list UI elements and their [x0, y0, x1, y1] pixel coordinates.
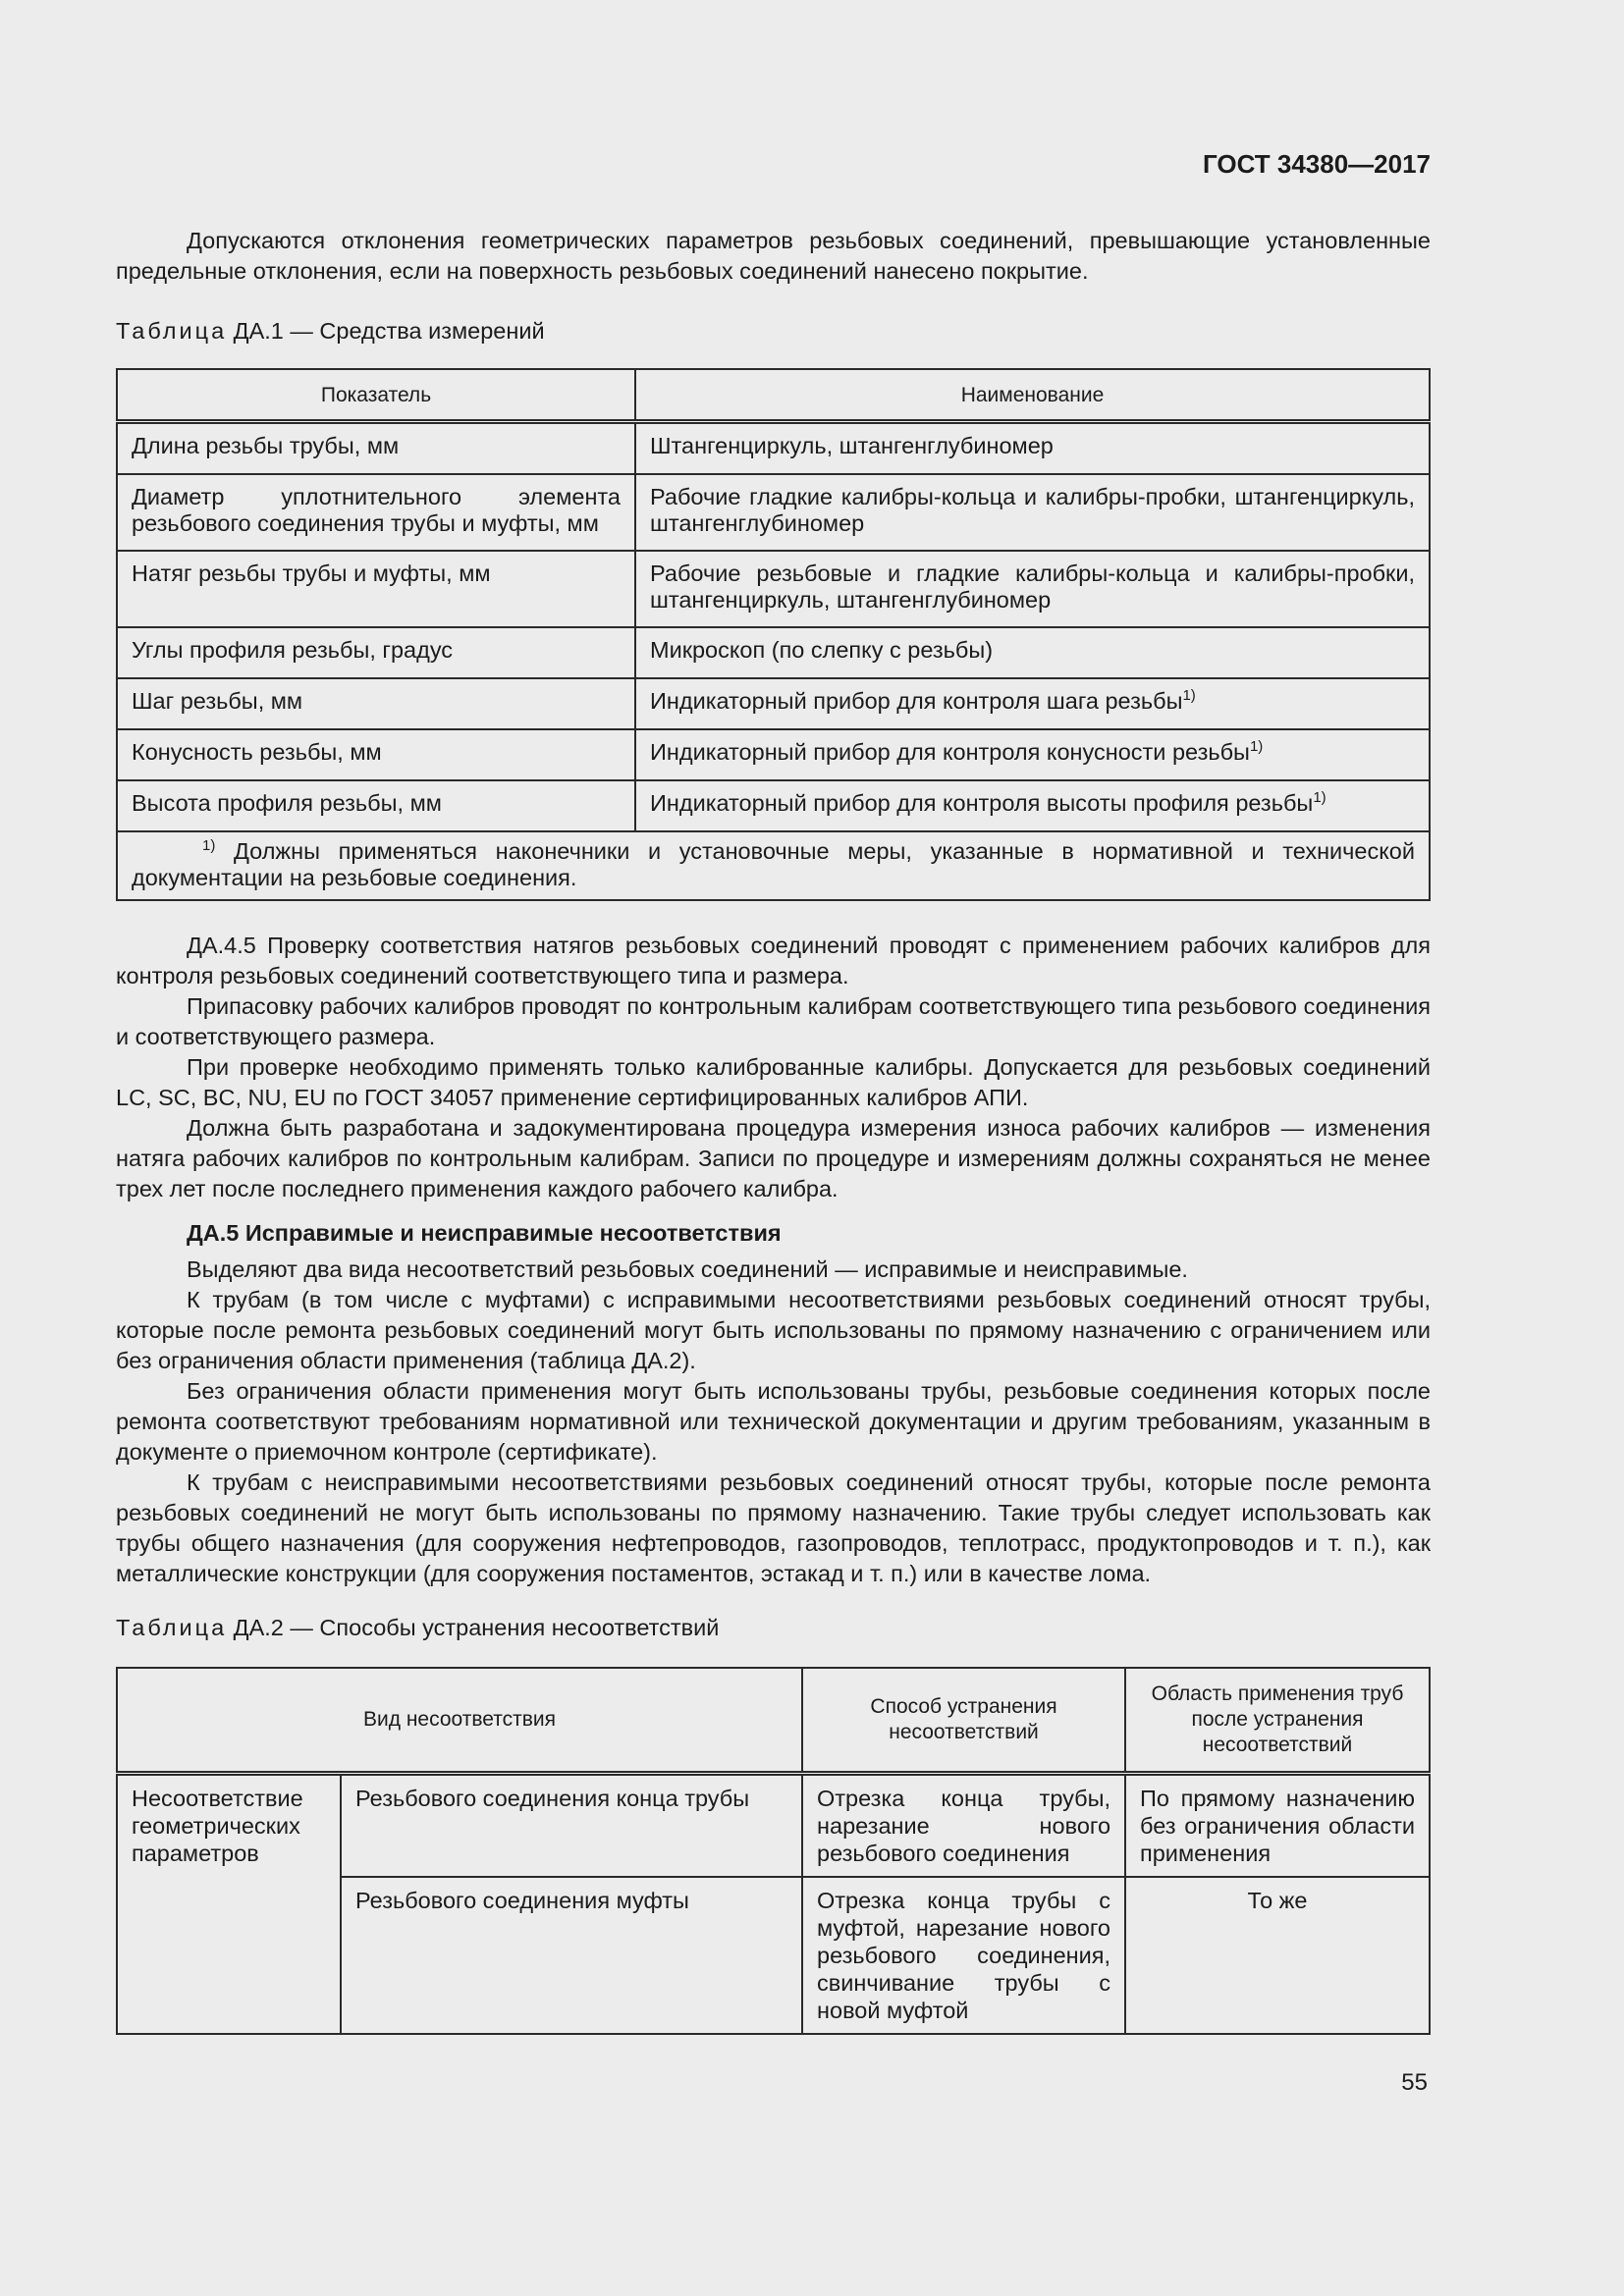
- paragraph: Без ограничения области применения могут быть использованы трубы, резьбовые соединения которых после ремонта соответствуют требованиям нормативной или технической документации и другим требованиям, указанным в документе о приемочном контроле (сертификате).: [116, 1378, 1431, 1465]
- nonconformity-table: [116, 1667, 1431, 2035]
- paragraph: Выделяют два вида несоответствий резьбовых соединений — исправимые и неисправимые.: [187, 1256, 1188, 1282]
- instrument-cell: [635, 729, 1430, 780]
- method-cell: Отрезка конца трубы, нарезание нового резьбового соединения: [802, 1774, 1125, 1878]
- indicator-cell: Натяг резьбы трубы и муфты, мм: [117, 551, 635, 627]
- table-row: [117, 474, 1430, 551]
- method-cell: Отрезка конца трубы с муфтой, нарезание нового резьбового соединения, свинчивание трубы с новой муфтой: [802, 1877, 1125, 2034]
- column-header-indicator: Показатель: [117, 369, 635, 422]
- table-header-row: [117, 369, 1430, 422]
- instrument-cell: Рабочие резьбовые и гладкие калибры-кольца и калибры-пробки, штангенциркуль, штангенглубиномер: [635, 551, 1430, 627]
- table1-caption: [116, 316, 1431, 347]
- column-header-name: Наименование: [635, 369, 1430, 422]
- nonconformity-type-cell: Резьбового соединения конца трубы: [341, 1774, 802, 1878]
- table1-caption-title: ДА.1 — Средства измерений: [227, 318, 545, 344]
- instrument-text: Индикаторный прибор для контроля высоты профиля резьбы: [650, 790, 1314, 816]
- paragraph: При проверке необходимо применять только калиброванные калибры. Допускается для резьбовых соединений LC, SC, BC, NU, EU по ГОСТ 34057 применение сертифицированных калибров АПИ.: [116, 1054, 1431, 1110]
- nonconformity-type-cell: Резьбового соединения муфты: [341, 1877, 802, 2034]
- indicator-cell: Высота профиля резьбы, мм: [117, 780, 635, 831]
- scope-cell: По прямому назначению без ограничения области применения: [1125, 1774, 1430, 1878]
- instrument-cell: Штангенциркуль, штангенглубиномер: [635, 422, 1430, 475]
- page-content: [116, 226, 1431, 2035]
- footnote-ref: 1): [1182, 687, 1196, 704]
- table-row: [117, 422, 1430, 475]
- table2-caption-prefix: Таблица: [116, 1615, 228, 1640]
- instrument-cell: Рабочие гладкие калибры-кольца и калибры-пробки, штангенциркуль, штангенглубиномер: [635, 474, 1430, 551]
- table-footnote: [117, 831, 1430, 900]
- instrument-cell: [635, 678, 1430, 729]
- section-da5: [116, 1255, 1431, 1589]
- table1-caption-prefix: Таблица: [116, 318, 228, 344]
- indicator-cell: Длина резьбы трубы, мм: [117, 422, 635, 475]
- paragraph: Должна быть разработана и задокументирована процедура измерения износа рабочих калибров — изменения натяга рабочих калибров по контрольным калибрам. Записи по процедуре и измерениям должны сохраняться не менее трех лет после последнего применения каждого рабочего калибра.: [116, 1115, 1431, 1201]
- table-row: [117, 551, 1430, 627]
- footnote-text: Должны применяться наконечники и установочные меры, указанные в нормативной и технической документации на резьбовые соединения.: [132, 838, 1415, 890]
- indicator-cell: Углы профиля резьбы, градус: [117, 627, 635, 678]
- paragraph: Припасовку рабочих калибров проводят по контрольным калибрам соответствующего типа резьбового соединения и соответствующего размера.: [116, 993, 1431, 1049]
- scope-cell: То же: [1125, 1877, 1430, 2034]
- table-row: [117, 627, 1430, 678]
- paragraph: ДА.4.5 Проверку соответствия натягов резьбовых соединений проводят с применением рабочих калибров для контроля резьбовых соединений соответствующего типа и размера.: [116, 933, 1431, 988]
- indicator-cell: Диаметр уплотнительного элемента резьбового соединения трубы и муфты, мм: [117, 474, 635, 551]
- column-header-type: Вид несоответствия: [117, 1668, 802, 1774]
- instrument-cell: Микроскоп (по слепку с резьбы): [635, 627, 1430, 678]
- footnote-ref: 1): [1313, 789, 1326, 806]
- table-header-row: [117, 1668, 1430, 1774]
- table-row: [117, 729, 1430, 780]
- table-footnote-row: [117, 831, 1430, 900]
- column-header-method: Способ устранения несоответствий: [802, 1668, 1125, 1774]
- measurement-tools-table: [116, 368, 1431, 901]
- table2-caption: [116, 1613, 1431, 1643]
- standard-designation: ГОСТ 34380—2017: [1203, 149, 1431, 179]
- footnote-ref: 1): [1249, 738, 1264, 755]
- section-heading: ДА.5 Исправимые и неисправимые несоответствия: [187, 1220, 782, 1246]
- instrument-cell: [635, 780, 1430, 831]
- nonconformity-group-cell: Несоответствие геометрических параметров: [117, 1774, 341, 2035]
- table-row: [117, 1774, 1430, 1878]
- table-row: [117, 678, 1430, 729]
- footnote-mark: 1): [202, 837, 216, 854]
- column-header-scope: Область применения труб после устранения несоответствий: [1125, 1668, 1430, 1774]
- instrument-text: Индикаторный прибор для контроля шага резьбы: [650, 688, 1183, 714]
- instrument-text: Индикаторный прибор для контроля конусности резьбы: [650, 739, 1250, 765]
- table2-caption-title: ДА.2 — Способы устранения несоответствий: [227, 1615, 720, 1640]
- intro-paragraph: Допускаются отклонения геометрических параметров резьбовых соединений, превышающие установленные предельные отклонения, если на поверхность резьбовых соединений нанесено покрытие.: [116, 228, 1431, 284]
- section-da45: [116, 931, 1431, 1204]
- paragraph: К трубам (в том числе с муфтами) с исправимыми несоответствиями резьбовых соединений относят трубы, которые после ремонта резьбовых соединений могут быть использованы по прямому назначению с ограничением или без ограничения области применения (таблица ДА.2).: [116, 1287, 1431, 1373]
- table-row: [117, 780, 1430, 831]
- page-number: 55: [1401, 2069, 1428, 2096]
- indicator-cell: Шаг резьбы, мм: [117, 678, 635, 729]
- indicator-cell: Конусность резьбы, мм: [117, 729, 635, 780]
- paragraph: К трубам с неисправимыми несоответствиями резьбовых соединений относят трубы, которые после ремонта резьбовых соединений не могут быть использованы по прямому назначению. Такие трубы следует использовать как трубы общего назначения (для сооружения нефтепроводов, газопроводов, теплотрасс, продуктопроводов и т. п.), как металлические конструкции (для сооружения постаментов, эстакад и т. п.) или в качестве лома.: [116, 1469, 1431, 1586]
